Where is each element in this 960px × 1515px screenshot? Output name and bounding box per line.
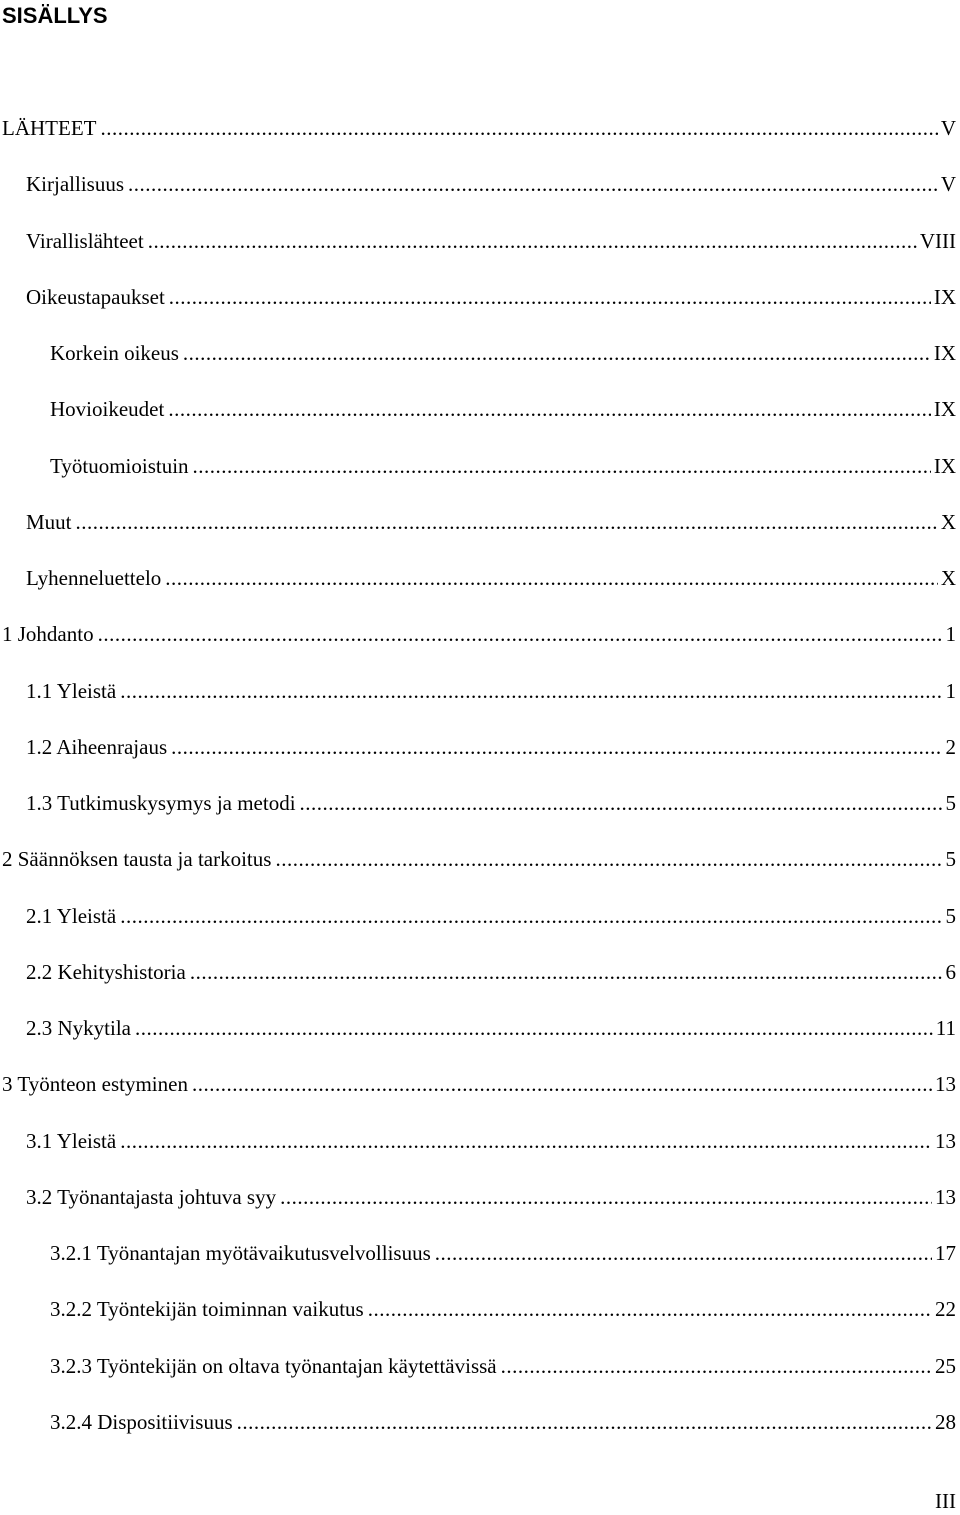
toc-entry[interactable] [0,1235,956,1291]
toc-dot-leader [501,1348,932,1384]
toc-dot-leader [120,673,942,709]
toc-entry-page: V [940,116,956,140]
toc-entry-page: X [940,509,956,534]
toc-entry[interactable] [0,223,956,279]
toc-dot-leader [193,448,931,484]
toc-entry-page: 22 [935,1297,956,1322]
toc-entry-page: 5 [945,791,956,815]
toc-dot-leader [171,729,942,765]
toc-entry-title: 1 Johdanto [2,622,94,647]
toc-entry[interactable] [0,1291,956,1347]
toc-entry[interactable] [0,954,956,1010]
table-of-contents [0,110,956,1460]
toc-entry-page: 13 [935,1072,956,1097]
toc-dot-leader [76,504,938,540]
toc-dot-leader [275,841,942,877]
toc-entry-title: Lyhenneluettelo [26,566,162,590]
toc-dot-leader [237,1404,932,1440]
toc-entry[interactable] [0,841,956,897]
toc-entry-title: 1.3 Tutkimuskysymys ja metodi [26,791,296,815]
toc-entry-page: IX [933,284,956,309]
toc-entry-title: Muut [26,509,72,534]
toc-entry-page: 28 [935,1409,956,1434]
toc-entry[interactable] [0,1010,956,1066]
toc-entry[interactable] [0,1179,956,1235]
toc-entry[interactable] [0,504,956,560]
toc-entry[interactable] [0,391,956,447]
toc-dot-leader [368,1291,932,1327]
toc-entry-page: 2 [945,734,956,759]
toc-entry[interactable] [0,1404,956,1460]
toc-entry-title: LÄHTEET [2,116,97,140]
toc-entry-title: 3.2.4 Dispositiivisuus [50,1409,233,1434]
toc-dot-leader [183,335,931,371]
toc-entry-title: Kirjallisuus [26,172,124,197]
toc-dot-leader [190,954,943,990]
toc-entry-page: 13 [935,1184,956,1209]
toc-entry-page: 11 [935,1016,956,1040]
toc-entry-title: Oikeustapaukset [26,284,165,309]
toc-entry-page: IX [933,397,956,422]
toc-entry[interactable] [0,279,956,335]
toc-entry-page: X [940,566,956,590]
toc-entry[interactable] [0,673,956,729]
toc-entry-title: 3 Työnteon estyminen [2,1072,188,1097]
toc-dot-leader [435,1235,932,1271]
page-number: III [935,1489,956,1513]
toc-entry[interactable] [0,560,956,616]
toc-entry[interactable] [0,1123,956,1179]
toc-entry-title: 2 Säännöksen tausta ja tarkoitus [2,847,272,872]
toc-dot-leader [120,898,942,934]
toc-entry[interactable] [0,335,956,391]
toc-entry-page: V [940,172,956,197]
toc-dot-leader [280,1179,932,1215]
toc-entry-page: 1 [945,678,956,703]
toc-dot-leader [300,785,943,821]
toc-entry-page: 5 [945,847,956,872]
toc-entry[interactable] [0,785,956,841]
toc-entry-title: 3.2.3 Työntekijän on oltava työnantajan käytettävissä [50,1353,497,1378]
toc-dot-leader [128,166,938,202]
toc-entry-page: IX [933,341,956,365]
toc-entry-title: 3.1 Yleistä [26,1128,117,1153]
toc-entry-title: 3.2.1 Työnantajan myötävaikutusvelvollisuus [50,1241,431,1265]
toc-entry-title: 2.3 Nykytila [26,1016,131,1040]
toc-entry-title: 2.2 Kehityshistoria [26,959,186,984]
toc-entry-title: 3.2.2 Työntekijän toiminnan vaikutus [50,1297,364,1322]
toc-dot-leader [100,110,937,146]
toc-dot-leader [169,279,931,315]
toc-entry-page: VIII [919,228,956,253]
toc-entry-title: Hovioikeudet [50,397,165,422]
toc-entry-title: Työtuomioistuin [50,453,189,478]
toc-dot-leader [168,391,931,427]
toc-dot-leader [148,223,917,259]
toc-entry[interactable] [0,448,956,504]
toc-entry[interactable] [0,166,956,222]
toc-entry[interactable] [0,1066,956,1122]
toc-entry-title: 1.2 Aiheenrajaus [26,734,168,759]
toc-entry-page: 13 [935,1128,956,1153]
toc-entry-page: 25 [935,1353,956,1378]
toc-entry-title: Korkein oikeus [50,341,179,365]
toc-dot-leader [165,560,938,596]
toc-entry-page: IX [933,453,956,478]
toc-entry-page: 5 [945,903,956,928]
toc-entry-page: 1 [945,622,956,647]
toc-entry-title: 1.1 Yleistä [26,678,117,703]
toc-entry[interactable] [0,729,956,785]
toc-dot-leader [98,616,943,652]
toc-entry[interactable] [0,616,956,672]
toc-dot-leader [192,1066,932,1102]
toc-entry[interactable] [0,110,956,166]
toc-entry-page: 17 [935,1241,956,1265]
toc-dot-leader [120,1123,932,1159]
toc-entry[interactable] [0,898,956,954]
toc-entry-title: 2.1 Yleistä [26,903,117,928]
toc-entry-title: Virallislähteet [26,228,144,253]
toc-entry[interactable] [0,1348,956,1404]
toc-dot-leader [135,1010,933,1046]
toc-entry-page: 6 [945,959,956,984]
toc-heading: SISÄLLYS [2,3,108,28]
toc-entry-title: 3.2 Työnantajasta johtuva syy [26,1184,277,1209]
